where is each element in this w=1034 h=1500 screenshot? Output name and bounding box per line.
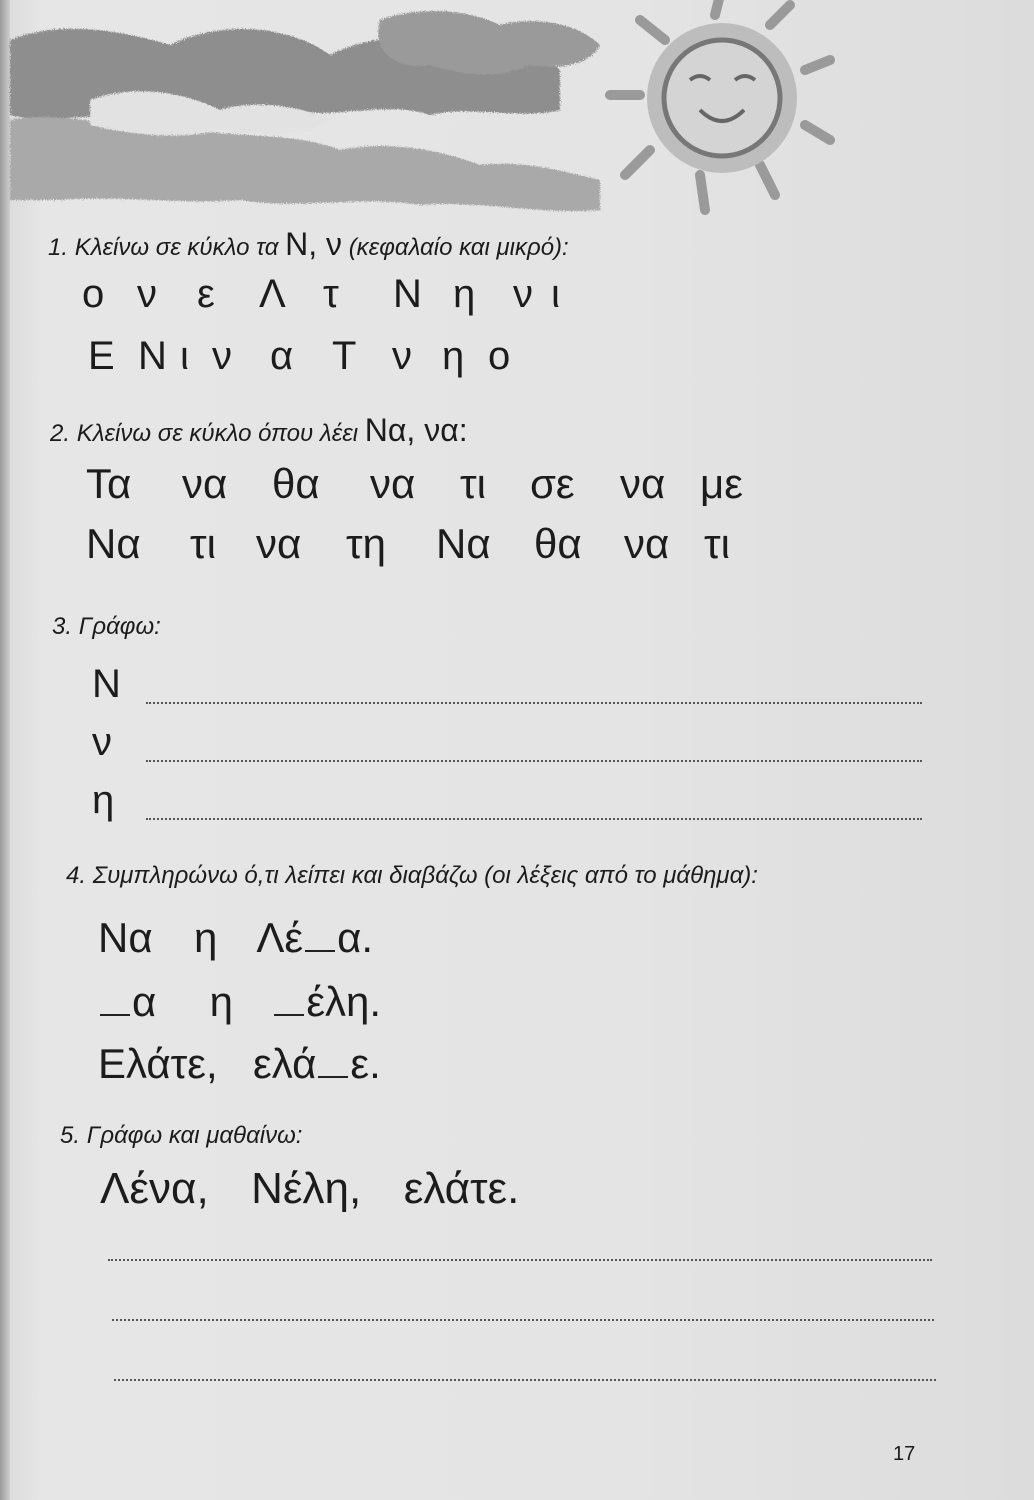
exercise-2-row-1: [86, 460, 743, 508]
syllable[interactable]: να: [624, 520, 670, 567]
word-part: έλη.: [306, 978, 382, 1025]
exercise-number: 1.: [48, 234, 69, 261]
instruction-text: Γράφω και μαθαίνω:: [86, 1122, 303, 1149]
write-row-v: [92, 722, 922, 762]
model-letter: ν: [92, 720, 112, 764]
word: ελάτε.: [403, 1164, 520, 1213]
word-part: ελά: [253, 1040, 317, 1087]
writing-line[interactable]: [146, 817, 922, 820]
fill-line-1: [98, 914, 373, 962]
exercise-3-instruction: [52, 613, 161, 641]
fill-line-2: [98, 978, 381, 1026]
exercise-5-instruction: [60, 1122, 302, 1150]
writing-line[interactable]: [146, 701, 922, 704]
instruction-text: (κεφαλαίο και μικρό):: [348, 234, 569, 261]
syllable[interactable]: Να: [436, 520, 491, 567]
letter[interactable]: ν: [212, 334, 232, 378]
letter[interactable]: α: [270, 334, 294, 378]
syllable[interactable]: να: [370, 460, 416, 507]
syllable[interactable]: τι: [704, 520, 730, 567]
syllable[interactable]: σε: [530, 460, 575, 507]
letter[interactable]: ν: [392, 334, 412, 378]
model-letter: Ν: [92, 662, 121, 706]
letter[interactable]: Τ: [332, 334, 357, 378]
word-part: ε.: [350, 1040, 381, 1087]
letter[interactable]: Ν: [138, 334, 167, 378]
writing-line[interactable]: [114, 1378, 936, 1381]
exercise-1-row-1: [82, 272, 560, 317]
letter[interactable]: ι: [180, 334, 189, 378]
exercise-number: 3.: [52, 613, 73, 640]
exercise-number: 4.: [66, 862, 87, 889]
instruction-text: Γράφω:: [78, 613, 161, 640]
letter[interactable]: τ: [323, 272, 339, 316]
letter[interactable]: ο: [488, 334, 511, 378]
syllable[interactable]: τι: [460, 460, 486, 507]
exercise-number: 2.: [50, 420, 71, 447]
highlight-syllables: Να, να:: [364, 412, 468, 448]
instruction-text: Κλείνω σε κύκλο τα: [74, 234, 279, 261]
letter[interactable]: ο: [82, 272, 105, 316]
blank-slot[interactable]: [305, 949, 335, 952]
model-letter: η: [92, 778, 115, 822]
exercise-1-instruction: [48, 226, 569, 263]
syllable[interactable]: θα: [534, 520, 582, 567]
letter[interactable]: ν: [513, 272, 533, 316]
letter[interactable]: Ε: [88, 334, 115, 378]
letter[interactable]: ε: [197, 272, 215, 316]
syllable[interactable]: τη: [346, 520, 386, 567]
write-row-N: [92, 664, 922, 704]
writing-line[interactable]: [108, 1258, 932, 1261]
exercise-1-row-2: [88, 334, 510, 379]
model-sentence: [100, 1164, 519, 1214]
letter[interactable]: ν: [137, 272, 157, 316]
letter[interactable]: η: [442, 334, 465, 378]
write-row-eta: [92, 780, 922, 820]
page-number: 17: [893, 1443, 916, 1465]
exercise-number: 5.: [60, 1122, 81, 1149]
syllable[interactable]: με: [700, 460, 743, 507]
syllable[interactable]: να: [182, 460, 228, 507]
syllable[interactable]: να: [256, 520, 302, 567]
syllable[interactable]: να: [620, 460, 666, 507]
word-part: α.: [337, 914, 374, 961]
exercise-4-instruction: [66, 862, 758, 890]
word: η: [193, 914, 218, 961]
syllable[interactable]: Τα: [86, 460, 132, 507]
exercise-2-instruction: [50, 412, 468, 449]
syllable[interactable]: θα: [272, 460, 320, 507]
word: Να: [98, 914, 153, 961]
word-part: Λέ: [256, 914, 304, 961]
highlight-letters: Ν, ν: [285, 226, 343, 262]
word: Νέλη,: [251, 1164, 362, 1213]
word: Ελάτε,: [98, 1040, 218, 1087]
word: Λένα,: [100, 1164, 209, 1213]
clouds-and-sun-illustration: [0, 0, 1034, 260]
sun-icon: [610, 0, 830, 210]
writing-line[interactable]: [146, 759, 922, 762]
blank-slot[interactable]: [274, 1013, 304, 1016]
letter[interactable]: Ν: [393, 272, 422, 316]
instruction-text: Συμπληρώνω ό,τι λείπει και διαβάζω (οι λέξεις από το μάθημα):: [92, 862, 758, 889]
exercise-2-row-2: [86, 520, 730, 568]
word: η: [209, 978, 233, 1025]
blank-slot[interactable]: [100, 1013, 130, 1016]
syllable[interactable]: τι: [190, 520, 216, 567]
letter[interactable]: ι: [551, 272, 560, 316]
letter[interactable]: Λ: [259, 272, 286, 316]
instruction-text: Κλείνω σε κύκλο όπου λέει: [76, 420, 359, 447]
fill-line-3: [98, 1040, 381, 1088]
word-part: α: [132, 978, 157, 1025]
letter[interactable]: η: [453, 272, 476, 316]
syllable[interactable]: Να: [86, 520, 141, 567]
blank-slot[interactable]: [318, 1075, 348, 1078]
writing-line[interactable]: [112, 1318, 934, 1321]
